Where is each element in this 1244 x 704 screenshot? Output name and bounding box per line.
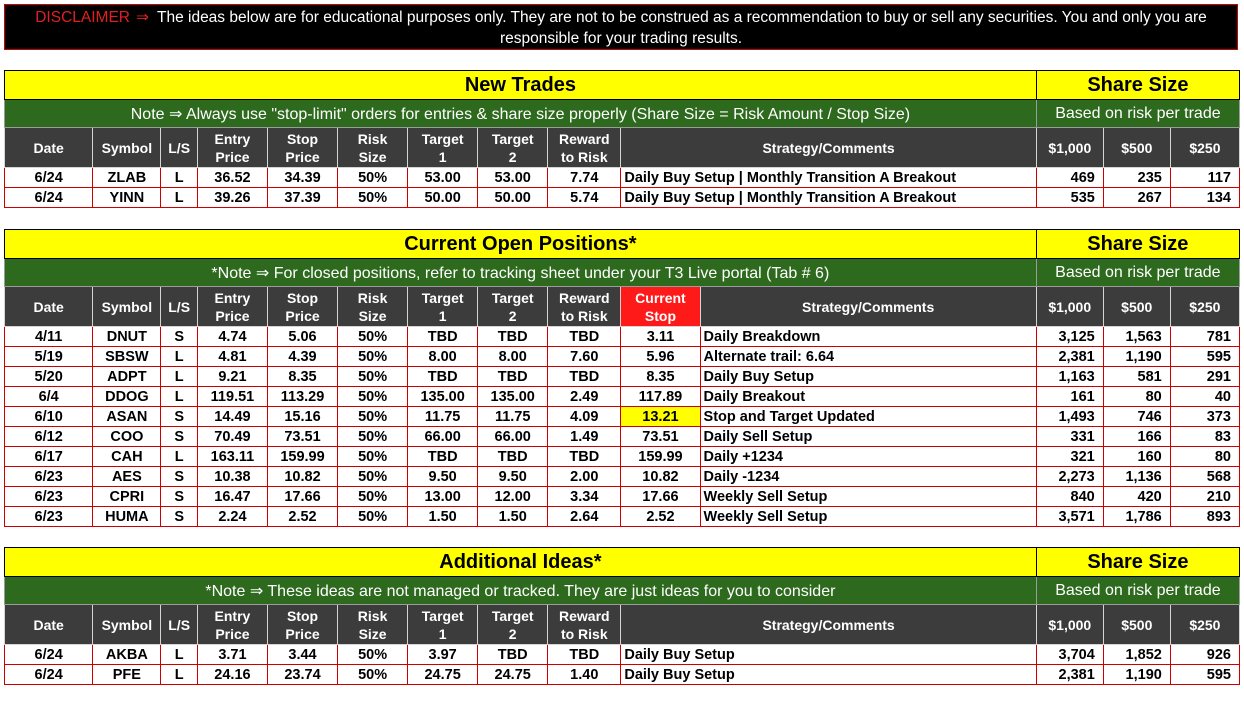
cell-symbol: YINN xyxy=(93,188,161,208)
cell-symbol: AKBA xyxy=(93,645,161,665)
cell-stop: 73.51 xyxy=(267,427,337,447)
cell-ls: S xyxy=(161,427,198,447)
cell-t1: 11.75 xyxy=(408,407,478,427)
open-positions-table xyxy=(4,229,1240,527)
col-risk-size: Risk Size xyxy=(338,128,408,168)
cell-s250: 210 xyxy=(1170,487,1239,507)
cell-symbol: CPRI xyxy=(93,487,161,507)
cell-stop: 10.82 xyxy=(267,467,337,487)
cell-s250: 595 xyxy=(1170,347,1239,367)
cell-s1000: 3,125 xyxy=(1036,327,1103,347)
cell-strategy: Weekly Sell Setup xyxy=(700,507,1036,527)
cell-symbol: ZLAB xyxy=(93,168,161,188)
cell-cs: 73.51 xyxy=(621,427,700,447)
col-stop-price: Stop Price xyxy=(267,128,337,168)
share-size-title: Share Size xyxy=(1036,71,1239,100)
cell-t1: 50.00 xyxy=(408,188,478,208)
cell-strategy: Daily Breakout xyxy=(700,387,1036,407)
cell-s500: 1,786 xyxy=(1103,507,1170,527)
col-ls: L/S xyxy=(161,128,198,168)
cell-s250: 80 xyxy=(1170,447,1239,467)
cell-strategy: Stop and Target Updated xyxy=(700,407,1036,427)
cell-t2: 9.50 xyxy=(478,467,548,487)
cell-risk: 50% xyxy=(338,367,408,387)
additional-ideas-title: Additional Ideas* xyxy=(5,548,1037,577)
cell-entry: 2.24 xyxy=(197,507,267,527)
cell-date: 6/12 xyxy=(5,427,93,447)
cell-symbol: ASAN xyxy=(93,407,161,427)
col-entry-price: Entry Price xyxy=(197,287,267,327)
table-row xyxy=(5,387,1240,407)
col-size-500: $500 xyxy=(1103,128,1170,168)
cell-risk: 50% xyxy=(338,407,408,427)
cell-rr: 2.00 xyxy=(548,467,621,487)
cell-s500: 267 xyxy=(1103,188,1170,208)
cell-rr: 7.60 xyxy=(548,347,621,367)
cell-s1000: 331 xyxy=(1036,427,1103,447)
cell-t1: 135.00 xyxy=(408,387,478,407)
cell-rr: 2.49 xyxy=(548,387,621,407)
cell-date: 4/11 xyxy=(5,327,93,347)
col-target-1: Target 1 xyxy=(408,128,478,168)
cell-ls: L xyxy=(161,645,198,665)
cell-symbol: PFE xyxy=(93,665,161,685)
cell-t1: 13.00 xyxy=(408,487,478,507)
cell-cs: 13.21 xyxy=(621,407,700,427)
disclaimer-banner xyxy=(4,4,1238,50)
new-trades-note: Note ⇒ Always use "stop-limit" orders for entries & share size properly (Share Size = Risk Amount / Stop Size) xyxy=(5,100,1037,128)
cell-stop: 5.06 xyxy=(267,327,337,347)
cell-t2: 50.00 xyxy=(478,188,548,208)
col-current-stop: Current Stop xyxy=(621,287,700,327)
cell-t1: 8.00 xyxy=(408,347,478,367)
cell-ls: S xyxy=(161,487,198,507)
cell-t1: 9.50 xyxy=(408,467,478,487)
col-date: Date xyxy=(5,128,93,168)
cell-strategy: Daily Buy Setup | Monthly Transition A Breakout xyxy=(621,188,1036,208)
cell-s500: 420 xyxy=(1103,487,1170,507)
table-row xyxy=(5,168,1240,188)
cell-rr: 4.09 xyxy=(548,407,621,427)
cell-s1000: 321 xyxy=(1036,447,1103,467)
cell-symbol: HUMA xyxy=(93,507,161,527)
cell-stop: 15.16 xyxy=(267,407,337,427)
open-positions-title: Current Open Positions* xyxy=(5,230,1037,259)
cell-rr: 5.74 xyxy=(548,188,621,208)
cell-s500: 166 xyxy=(1103,427,1170,447)
cell-entry: 24.16 xyxy=(197,665,267,685)
cell-t1: TBD xyxy=(408,447,478,467)
col-size-250: $250 xyxy=(1170,605,1239,645)
cell-rr: TBD xyxy=(548,447,621,467)
cell-s500: 1,190 xyxy=(1103,347,1170,367)
table-row xyxy=(5,347,1240,367)
col-strategy: Strategy/Comments xyxy=(700,287,1036,327)
cell-strategy: Daily +1234 xyxy=(700,447,1036,467)
cell-strategy: Daily Buy Setup xyxy=(700,367,1036,387)
cell-risk: 50% xyxy=(338,327,408,347)
col-symbol: Symbol xyxy=(93,128,161,168)
col-target-2: Target 2 xyxy=(478,605,548,645)
cell-date: 6/23 xyxy=(5,467,93,487)
cell-s1000: 840 xyxy=(1036,487,1103,507)
cell-cs: 117.89 xyxy=(621,387,700,407)
cell-s250: 40 xyxy=(1170,387,1239,407)
cell-s250: 781 xyxy=(1170,327,1239,347)
cell-entry: 39.26 xyxy=(197,188,267,208)
col-stop-price: Stop Price xyxy=(267,605,337,645)
cell-strategy: Weekly Sell Setup xyxy=(700,487,1036,507)
cell-t1: 24.75 xyxy=(408,665,478,685)
cell-strategy: Daily Buy Setup | Monthly Transition A Breakout xyxy=(621,168,1036,188)
cell-ls: S xyxy=(161,327,198,347)
cell-s250: 926 xyxy=(1170,645,1239,665)
cell-cs: 3.11 xyxy=(621,327,700,347)
cell-s250: 568 xyxy=(1170,467,1239,487)
cell-symbol: DNUT xyxy=(93,327,161,347)
cell-ls: L xyxy=(161,188,198,208)
col-strategy: Strategy/Comments xyxy=(621,128,1036,168)
cell-s1000: 2,381 xyxy=(1036,347,1103,367)
cell-s1000: 469 xyxy=(1036,168,1103,188)
cell-entry: 119.51 xyxy=(197,387,267,407)
col-size-500: $500 xyxy=(1103,287,1170,327)
cell-s500: 581 xyxy=(1103,367,1170,387)
cell-strategy: Daily Breakdown xyxy=(700,327,1036,347)
cell-entry: 4.81 xyxy=(197,347,267,367)
cell-t2: 53.00 xyxy=(478,168,548,188)
cell-date: 6/24 xyxy=(5,645,93,665)
cell-s500: 1,852 xyxy=(1103,645,1170,665)
cell-date: 6/23 xyxy=(5,487,93,507)
cell-strategy: Daily Buy Setup xyxy=(621,665,1036,685)
col-size-1000: $1,000 xyxy=(1036,128,1103,168)
cell-t1: 66.00 xyxy=(408,427,478,447)
cell-t1: TBD xyxy=(408,327,478,347)
cell-date: 6/24 xyxy=(5,168,93,188)
share-size-note: Based on risk per trade xyxy=(1036,100,1239,128)
col-target-1: Target 1 xyxy=(408,287,478,327)
col-date: Date xyxy=(5,605,93,645)
cell-rr: 1.40 xyxy=(548,665,621,685)
cell-symbol: ADPT xyxy=(93,367,161,387)
cell-risk: 50% xyxy=(338,507,408,527)
cell-date: 6/23 xyxy=(5,507,93,527)
col-symbol: Symbol xyxy=(93,287,161,327)
table-row xyxy=(5,447,1240,467)
table-row xyxy=(5,427,1240,447)
cell-ls: S xyxy=(161,467,198,487)
cell-date: 6/24 xyxy=(5,665,93,685)
cell-cs: 10.82 xyxy=(621,467,700,487)
cell-s500: 1,136 xyxy=(1103,467,1170,487)
cell-rr: TBD xyxy=(548,367,621,387)
cell-cs: 159.99 xyxy=(621,447,700,467)
cell-rr: 2.64 xyxy=(548,507,621,527)
cell-t2: 1.50 xyxy=(478,507,548,527)
cell-entry: 4.74 xyxy=(197,327,267,347)
col-size-250: $250 xyxy=(1170,128,1239,168)
cell-strategy: Alternate trail: 6.64 xyxy=(700,347,1036,367)
share-size-note: Based on risk per trade xyxy=(1036,577,1239,605)
new-trades-title: New Trades xyxy=(5,71,1037,100)
col-target-2: Target 2 xyxy=(478,128,548,168)
cell-risk: 50% xyxy=(338,665,408,685)
new-trades-table xyxy=(4,70,1240,208)
cell-symbol: SBSW xyxy=(93,347,161,367)
cell-ls: L xyxy=(161,367,198,387)
cell-t1: 3.97 xyxy=(408,645,478,665)
cell-stop: 3.44 xyxy=(267,645,337,665)
cell-symbol: COO xyxy=(93,427,161,447)
cell-t1: TBD xyxy=(408,367,478,387)
col-reward-to-risk: Reward to Risk xyxy=(548,128,621,168)
open-positions-note: *Note ⇒ For closed positions, refer to tracking sheet under your T3 Live portal (Tab # 6) xyxy=(5,259,1037,287)
disclaimer-label: DISCLAIMER xyxy=(35,9,130,26)
cell-ls: L xyxy=(161,387,198,407)
table-row xyxy=(5,467,1240,487)
cell-date: 5/20 xyxy=(5,367,93,387)
cell-s1000: 2,381 xyxy=(1036,665,1103,685)
cell-risk: 50% xyxy=(338,467,408,487)
cell-risk: 50% xyxy=(338,487,408,507)
cell-date: 6/10 xyxy=(5,407,93,427)
cell-ls: L xyxy=(161,447,198,467)
cell-strategy: Daily Buy Setup xyxy=(621,645,1036,665)
cell-entry: 16.47 xyxy=(197,487,267,507)
cell-ls: L xyxy=(161,665,198,685)
cell-ls: L xyxy=(161,168,198,188)
cell-s1000: 1,163 xyxy=(1036,367,1103,387)
col-entry-price: Entry Price xyxy=(197,605,267,645)
cell-entry: 36.52 xyxy=(197,168,267,188)
cell-stop: 4.39 xyxy=(267,347,337,367)
cell-date: 6/17 xyxy=(5,447,93,467)
col-date: Date xyxy=(5,287,93,327)
cell-t2: TBD xyxy=(478,645,548,665)
cell-s1000: 3,704 xyxy=(1036,645,1103,665)
cell-t2: 8.00 xyxy=(478,347,548,367)
cell-stop: 23.74 xyxy=(267,665,337,685)
header-row xyxy=(5,128,1240,168)
cell-s500: 1,563 xyxy=(1103,327,1170,347)
col-size-1000: $1,000 xyxy=(1036,605,1103,645)
table-row xyxy=(5,645,1240,665)
col-size-1000: $1,000 xyxy=(1036,287,1103,327)
cell-stop: 17.66 xyxy=(267,487,337,507)
header-row xyxy=(5,287,1240,327)
col-target-1: Target 1 xyxy=(408,605,478,645)
cell-t2: 135.00 xyxy=(478,387,548,407)
cell-strategy: Daily Sell Setup xyxy=(700,427,1036,447)
cell-stop: 113.29 xyxy=(267,387,337,407)
cell-entry: 3.71 xyxy=(197,645,267,665)
cell-s1000: 161 xyxy=(1036,387,1103,407)
cell-t2: 24.75 xyxy=(478,665,548,685)
header-row xyxy=(5,605,1240,645)
arrow-icon: ⇒ xyxy=(135,9,149,26)
cell-rr: 3.34 xyxy=(548,487,621,507)
cell-symbol: DDOG xyxy=(93,387,161,407)
cell-symbol: CAH xyxy=(93,447,161,467)
col-symbol: Symbol xyxy=(93,605,161,645)
cell-rr: TBD xyxy=(548,327,621,347)
cell-s500: 80 xyxy=(1103,387,1170,407)
cell-date: 6/24 xyxy=(5,188,93,208)
cell-risk: 50% xyxy=(338,645,408,665)
cell-cs: 2.52 xyxy=(621,507,700,527)
col-reward-to-risk: Reward to Risk xyxy=(548,605,621,645)
cell-stop: 8.35 xyxy=(267,367,337,387)
cell-t2: TBD xyxy=(478,367,548,387)
cell-risk: 50% xyxy=(338,188,408,208)
cell-s1000: 1,493 xyxy=(1036,407,1103,427)
cell-stop: 2.52 xyxy=(267,507,337,527)
col-ls: L/S xyxy=(161,287,198,327)
cell-s500: 1,190 xyxy=(1103,665,1170,685)
cell-risk: 50% xyxy=(338,447,408,467)
col-strategy: Strategy/Comments xyxy=(621,605,1036,645)
cell-s250: 134 xyxy=(1170,188,1239,208)
table-row xyxy=(5,188,1240,208)
col-target-2: Target 2 xyxy=(478,287,548,327)
table-row xyxy=(5,327,1240,347)
cell-risk: 50% xyxy=(338,427,408,447)
cell-s1000: 3,571 xyxy=(1036,507,1103,527)
share-size-title: Share Size xyxy=(1036,548,1239,577)
col-size-250: $250 xyxy=(1170,287,1239,327)
cell-s250: 291 xyxy=(1170,367,1239,387)
table-row xyxy=(5,407,1240,427)
col-stop-price: Stop Price xyxy=(267,287,337,327)
cell-t2: 12.00 xyxy=(478,487,548,507)
cell-s250: 893 xyxy=(1170,507,1239,527)
cell-s250: 83 xyxy=(1170,427,1239,447)
cell-ls: L xyxy=(161,347,198,367)
cell-ls: S xyxy=(161,507,198,527)
cell-rr: 1.49 xyxy=(548,427,621,447)
cell-t1: 53.00 xyxy=(408,168,478,188)
col-reward-to-risk: Reward to Risk xyxy=(548,287,621,327)
cell-stop: 37.39 xyxy=(267,188,337,208)
cell-date: 6/4 xyxy=(5,387,93,407)
cell-t2: 11.75 xyxy=(478,407,548,427)
col-entry-price: Entry Price xyxy=(197,128,267,168)
cell-strategy: Daily -1234 xyxy=(700,467,1036,487)
cell-s500: 235 xyxy=(1103,168,1170,188)
table-row xyxy=(5,665,1240,685)
cell-s1000: 2,273 xyxy=(1036,467,1103,487)
cell-cs: 17.66 xyxy=(621,487,700,507)
cell-cs: 8.35 xyxy=(621,367,700,387)
share-size-note: Based on risk per trade xyxy=(1036,259,1239,287)
cell-rr: TBD xyxy=(548,645,621,665)
cell-date: 5/19 xyxy=(5,347,93,367)
table-row xyxy=(5,367,1240,387)
cell-cs: 5.96 xyxy=(621,347,700,367)
cell-entry: 163.11 xyxy=(197,447,267,467)
additional-ideas-table xyxy=(4,547,1240,685)
disclaimer-text: The ideas below are for educational purposes only. They are not to be construed as a recommendation to buy or sell any securities. You and only you are responsible for your trading results. xyxy=(156,9,1207,47)
cell-s500: 160 xyxy=(1103,447,1170,467)
cell-t2: TBD xyxy=(478,327,548,347)
col-risk-size: Risk Size xyxy=(338,287,408,327)
cell-entry: 10.38 xyxy=(197,467,267,487)
cell-entry: 9.21 xyxy=(197,367,267,387)
cell-s250: 117 xyxy=(1170,168,1239,188)
cell-entry: 14.49 xyxy=(197,407,267,427)
cell-s1000: 535 xyxy=(1036,188,1103,208)
share-size-title: Share Size xyxy=(1036,230,1239,259)
cell-s250: 595 xyxy=(1170,665,1239,685)
cell-t2: 66.00 xyxy=(478,427,548,447)
table-row xyxy=(5,487,1240,507)
cell-risk: 50% xyxy=(338,168,408,188)
cell-risk: 50% xyxy=(338,387,408,407)
cell-rr: 7.74 xyxy=(548,168,621,188)
cell-risk: 50% xyxy=(338,347,408,367)
cell-stop: 159.99 xyxy=(267,447,337,467)
cell-t1: 1.50 xyxy=(408,507,478,527)
cell-ls: S xyxy=(161,407,198,427)
col-size-500: $500 xyxy=(1103,605,1170,645)
cell-s250: 373 xyxy=(1170,407,1239,427)
table-row xyxy=(5,507,1240,527)
col-ls: L/S xyxy=(161,605,198,645)
col-risk-size: Risk Size xyxy=(338,605,408,645)
cell-symbol: AES xyxy=(93,467,161,487)
additional-ideas-note: *Note ⇒ These ideas are not managed or tracked. They are just ideas for you to consider xyxy=(5,577,1037,605)
cell-t2: TBD xyxy=(478,447,548,467)
cell-s500: 746 xyxy=(1103,407,1170,427)
cell-entry: 70.49 xyxy=(197,427,267,447)
cell-stop: 34.39 xyxy=(267,168,337,188)
